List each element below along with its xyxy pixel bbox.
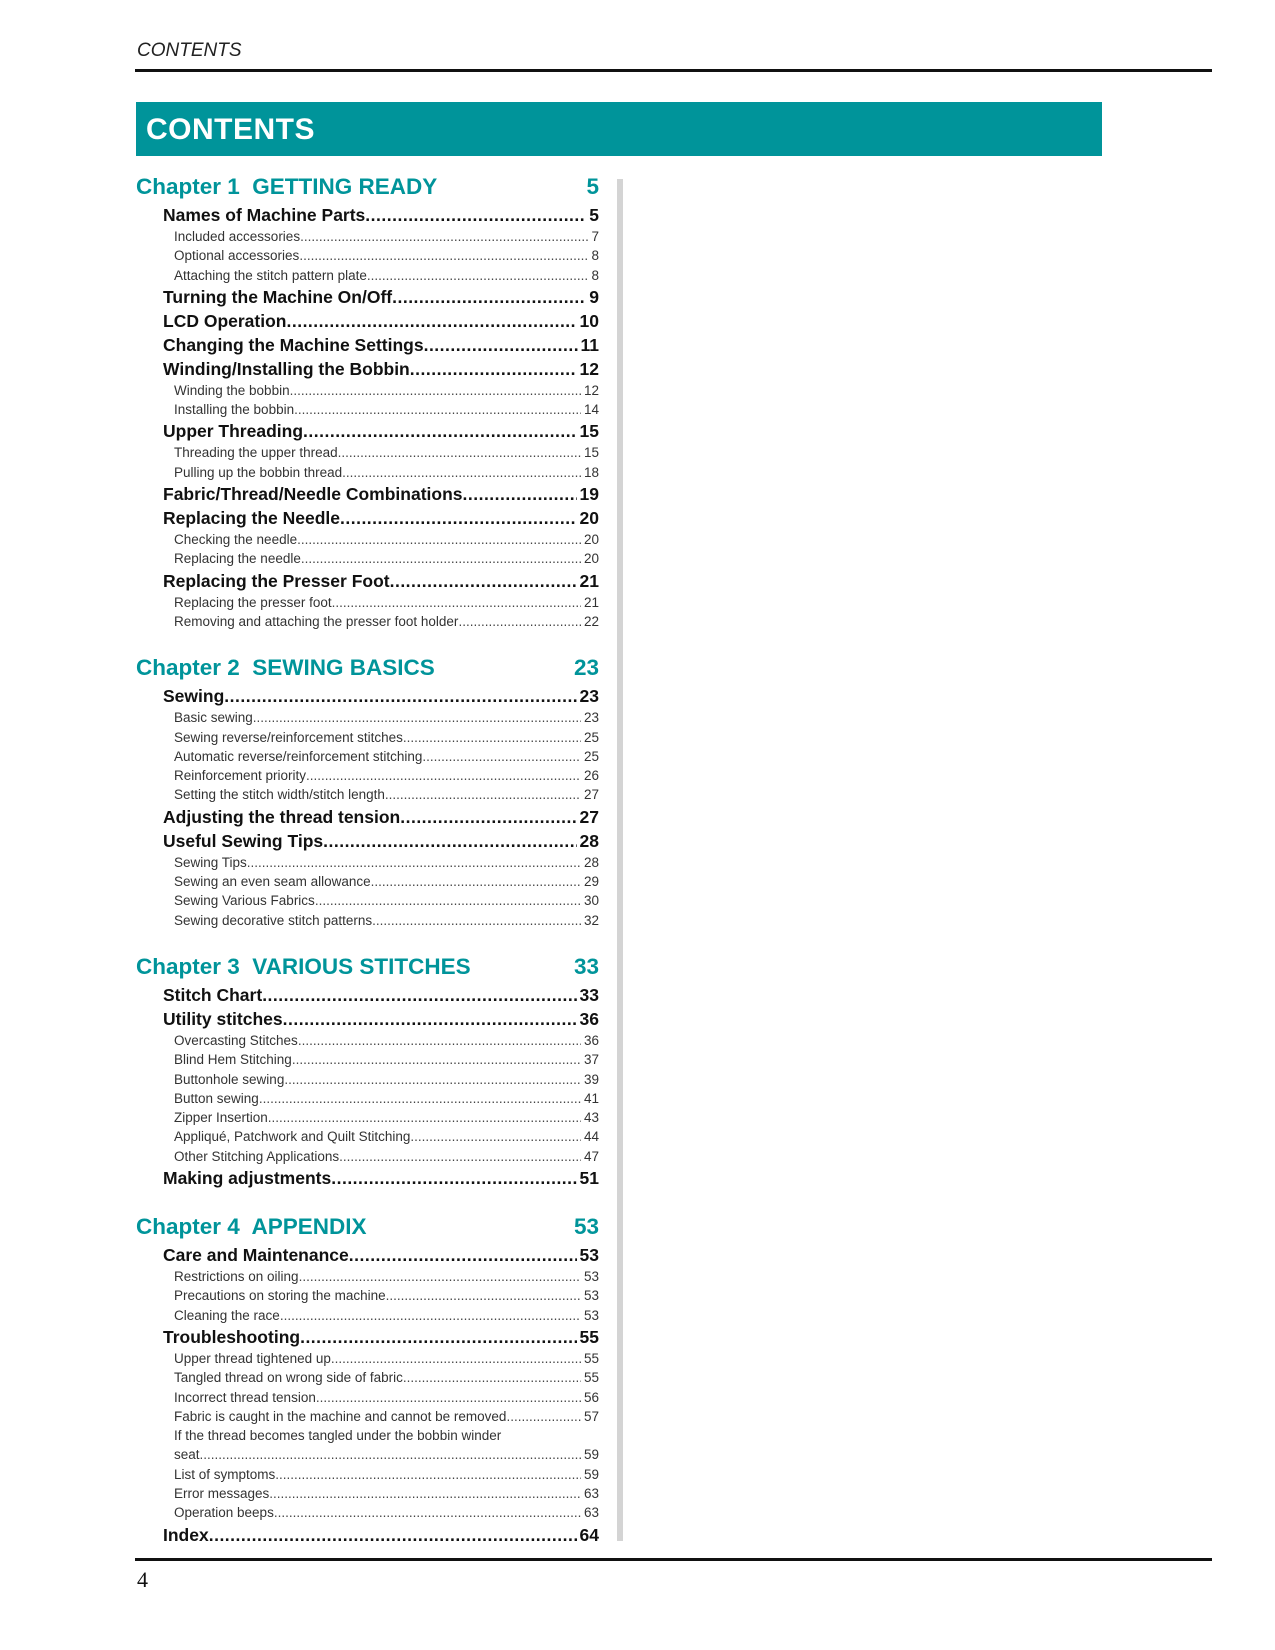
toc-section-entry[interactable] bbox=[136, 1166, 599, 1190]
entry-title: Troubleshooting bbox=[163, 1326, 301, 1347]
entry-title: Winding/Installing the Bobbin bbox=[163, 358, 410, 379]
dot-leader bbox=[275, 1465, 581, 1484]
toc-section-entry[interactable] bbox=[136, 506, 599, 530]
entry-page: 11 bbox=[580, 334, 599, 355]
entry-page: 15 bbox=[579, 421, 599, 442]
toc-subsection-entry[interactable] bbox=[136, 1267, 599, 1286]
toc-section-entry[interactable] bbox=[136, 805, 599, 829]
column-divider bbox=[617, 179, 623, 1541]
toc-section-entry[interactable] bbox=[136, 1325, 599, 1349]
chapter-heading[interactable] bbox=[136, 170, 599, 203]
toc-subsection-entry[interactable] bbox=[136, 872, 599, 891]
entry-title: Installing the bobbin bbox=[174, 402, 295, 418]
dot-leader bbox=[332, 593, 581, 612]
entry-page: 26 bbox=[583, 768, 599, 784]
dot-leader bbox=[300, 1325, 576, 1349]
entry-title: Overcasting Stitches bbox=[174, 1032, 298, 1048]
toc-section-entry[interactable] bbox=[136, 309, 599, 333]
entry-title: Setting the stitch width/stitch length bbox=[174, 787, 385, 803]
entry-title: Care and Maintenance bbox=[163, 1245, 349, 1266]
dot-leader bbox=[262, 983, 576, 1007]
toc-section-entry[interactable] bbox=[136, 1007, 599, 1031]
dot-leader bbox=[300, 227, 588, 246]
entry-page: 63 bbox=[583, 1505, 599, 1521]
toc-subsection-entry[interactable] bbox=[136, 1368, 599, 1387]
entry-page: 9 bbox=[589, 286, 599, 307]
entry-page: 53 bbox=[583, 1307, 599, 1323]
entry-page: 20 bbox=[583, 551, 599, 567]
dot-leader bbox=[268, 1108, 581, 1127]
entry-title: Replacing the presser foot bbox=[174, 594, 332, 610]
chapter-block-2 bbox=[136, 651, 599, 930]
toc-subsection-entry[interactable] bbox=[136, 1484, 599, 1503]
dot-leader bbox=[367, 266, 589, 285]
toc-section-entry[interactable] bbox=[136, 569, 599, 593]
dot-leader bbox=[392, 285, 586, 309]
dot-leader bbox=[315, 891, 581, 910]
dot-leader bbox=[323, 829, 576, 853]
entry-title: Reinforcement priority bbox=[174, 768, 307, 784]
toc-subsection-entry[interactable] bbox=[136, 891, 599, 910]
entry-title: Button sewing bbox=[174, 1090, 259, 1106]
entry-title: Changing the Machine Settings bbox=[163, 334, 424, 355]
toc-subsection-entry[interactable] bbox=[136, 785, 599, 804]
dot-leader bbox=[410, 357, 577, 381]
entry-page: 27 bbox=[583, 787, 599, 803]
toc-subsection-entry[interactable] bbox=[136, 1070, 599, 1089]
toc-subsection-entry[interactable] bbox=[136, 1306, 599, 1325]
chapter-label: Chapter 3 VARIOUS STITCHES bbox=[136, 953, 471, 979]
entry-title: Automatic reverse/reinforcement stitching bbox=[174, 748, 423, 764]
toc-subsection-entry[interactable] bbox=[136, 400, 599, 419]
toc-section-entry[interactable] bbox=[136, 333, 599, 357]
chapter-block-4 bbox=[136, 1210, 599, 1547]
entry-page: 18 bbox=[583, 464, 599, 480]
chapter-page: 23 bbox=[573, 655, 599, 681]
entry-title: Turning the Machine On/Off bbox=[163, 286, 393, 307]
dot-leader bbox=[283, 1007, 577, 1031]
entry-title: Utility stitches bbox=[163, 1008, 283, 1029]
toc-subsection-entry[interactable] bbox=[136, 1465, 599, 1484]
dot-leader bbox=[280, 1306, 581, 1325]
dot-leader bbox=[331, 1166, 576, 1190]
toc-subsection-entry[interactable] bbox=[136, 747, 599, 766]
chapter-label: Chapter 2 SEWING BASICS bbox=[136, 655, 435, 681]
toc-subsection-entry[interactable] bbox=[136, 227, 599, 246]
entry-title: Sewing Tips bbox=[174, 854, 247, 870]
entry-page: 63 bbox=[583, 1485, 599, 1501]
entry-title: Removing and attaching the presser foot holder bbox=[174, 613, 459, 629]
toc-section-entry[interactable] bbox=[136, 829, 599, 853]
dot-leader bbox=[297, 530, 581, 549]
entry-title: Replacing the Needle bbox=[163, 508, 340, 529]
chapter-label: Chapter 4 APPENDIX bbox=[136, 1214, 367, 1240]
dot-leader bbox=[365, 203, 586, 227]
entry-page: 59 bbox=[583, 1447, 599, 1463]
dot-leader bbox=[385, 785, 581, 804]
entry-page: 19 bbox=[579, 484, 599, 505]
entry-page: 23 bbox=[583, 710, 599, 726]
dot-leader bbox=[403, 1368, 581, 1387]
toc-subsection-entry[interactable] bbox=[136, 1445, 599, 1464]
dot-leader bbox=[200, 1445, 581, 1464]
toc-subsection-entry[interactable] bbox=[136, 463, 599, 482]
dot-leader bbox=[299, 1267, 581, 1286]
entry-page: 53 bbox=[583, 1288, 599, 1304]
chapter-label: Chapter 1 GETTING READY bbox=[136, 174, 438, 199]
dot-leader bbox=[349, 1243, 577, 1267]
chapter-heading[interactable] bbox=[136, 1210, 599, 1243]
entry-page: 8 bbox=[591, 267, 599, 283]
entry-title: Restrictions on oiling bbox=[174, 1269, 299, 1285]
dot-leader bbox=[298, 1031, 581, 1050]
dot-leader bbox=[224, 684, 576, 708]
toc-subsection-entry[interactable] bbox=[136, 381, 599, 400]
running-header: CONTENTS bbox=[137, 40, 242, 61]
entry-page: 10 bbox=[579, 310, 599, 331]
entry-title: Fabric/Thread/Needle Combinations bbox=[163, 484, 463, 505]
dot-leader bbox=[372, 911, 581, 930]
dot-leader bbox=[294, 400, 581, 419]
dot-leader bbox=[284, 1070, 581, 1089]
entry-title: Replacing the needle bbox=[174, 551, 301, 567]
entry-page: 25 bbox=[583, 748, 599, 764]
dot-leader bbox=[290, 381, 581, 400]
dot-leader bbox=[410, 1127, 581, 1146]
page-title: CONTENTS bbox=[146, 113, 315, 146]
entry-page: 44 bbox=[583, 1129, 599, 1145]
entry-page: 39 bbox=[583, 1071, 599, 1087]
chapter-page: 33 bbox=[573, 953, 599, 979]
entry-page: 56 bbox=[583, 1389, 599, 1405]
toc-subsection-entry[interactable] bbox=[136, 708, 599, 727]
dot-leader bbox=[371, 872, 581, 891]
entry-page: 28 bbox=[583, 854, 599, 870]
entry-title: Sewing bbox=[163, 686, 225, 707]
entry-title: List of symptoms bbox=[174, 1466, 276, 1482]
entry-page: 12 bbox=[583, 382, 599, 398]
toc-subsection-entry[interactable] bbox=[136, 1127, 599, 1146]
entry-title: Zipper Insertion bbox=[174, 1110, 268, 1126]
chapter-block-3 bbox=[136, 950, 599, 1190]
toc-subsection-entry[interactable] bbox=[136, 549, 599, 568]
toc-subsection-entry[interactable] bbox=[136, 911, 599, 930]
entry-page: 29 bbox=[583, 874, 599, 890]
entry-title: Attaching the stitch pattern plate bbox=[174, 267, 367, 283]
toc-section-entry[interactable] bbox=[136, 357, 599, 381]
entry-title: Cleaning the race bbox=[174, 1307, 280, 1323]
entry-page: 41 bbox=[583, 1090, 599, 1106]
chapter-page: 53 bbox=[573, 1214, 599, 1240]
entry-title: Stitch Chart bbox=[163, 984, 263, 1005]
toc-subsection-entry[interactable] bbox=[136, 1388, 599, 1407]
toc-section-entry[interactable] bbox=[136, 482, 599, 506]
entry-page: 21 bbox=[579, 570, 599, 591]
entry-title: Operation beeps bbox=[174, 1505, 274, 1521]
toc-subsection-entry[interactable] bbox=[136, 1031, 599, 1050]
entry-title: Error messages bbox=[174, 1485, 270, 1501]
entry-page: 15 bbox=[583, 445, 599, 461]
dot-leader bbox=[301, 549, 581, 568]
toc-entry-line[interactable]: If the thread becomes tangled under the bobbin winder bbox=[174, 1428, 502, 1444]
entry-page: 55 bbox=[583, 1350, 599, 1366]
entry-title: Threading the upper thread bbox=[174, 445, 338, 461]
entry-title: Sewing Various Fabrics bbox=[174, 893, 315, 909]
entry-page: 28 bbox=[579, 830, 599, 851]
entry-title: Fabric is caught in the machine and cannot be removed bbox=[174, 1408, 507, 1424]
toc-section-entry[interactable] bbox=[136, 1523, 599, 1547]
entry-title: Making adjustments bbox=[163, 1168, 332, 1189]
entry-page: 5 bbox=[589, 205, 599, 225]
entry-title: Optional accessories bbox=[174, 248, 300, 264]
dot-leader bbox=[338, 443, 581, 462]
toc-section-entry[interactable] bbox=[136, 419, 599, 443]
entry-page: 32 bbox=[583, 912, 599, 928]
dot-leader bbox=[286, 309, 576, 333]
toc-subsection-entry[interactable] bbox=[136, 530, 599, 549]
entry-title: Sewing an even seam allowance bbox=[174, 874, 371, 890]
entry-page: 57 bbox=[583, 1408, 599, 1424]
toc-subsection-entry[interactable] bbox=[136, 1050, 599, 1069]
dot-leader bbox=[340, 506, 577, 530]
entry-page: 7 bbox=[591, 229, 599, 244]
entry-title: Sewing reverse/reinforcement stitches bbox=[174, 729, 403, 745]
entry-page: 55 bbox=[583, 1370, 599, 1386]
dot-leader bbox=[259, 1089, 581, 1108]
entry-title: Tangled thread on wrong side of fabric bbox=[174, 1370, 403, 1386]
entry-page: 59 bbox=[583, 1466, 599, 1482]
dot-leader bbox=[342, 463, 581, 482]
entry-title: Adjusting the thread tension bbox=[163, 806, 401, 827]
toc-subsection-entry[interactable] bbox=[136, 593, 599, 612]
toc-subsection-entry[interactable] bbox=[136, 246, 599, 265]
entry-title: Useful Sewing Tips bbox=[163, 830, 324, 851]
entry-page: 36 bbox=[579, 1008, 599, 1029]
dot-leader bbox=[463, 482, 577, 506]
entry-page: 8 bbox=[591, 248, 599, 264]
dot-leader bbox=[306, 766, 581, 785]
dot-leader bbox=[339, 1147, 581, 1166]
dot-leader bbox=[292, 1050, 581, 1069]
entry-title: Other Stitching Applications bbox=[174, 1148, 340, 1164]
dot-leader bbox=[299, 246, 588, 265]
toc-subsection-entry[interactable] bbox=[136, 728, 599, 747]
toc-subsection-entry[interactable] bbox=[136, 1147, 599, 1166]
entry-page: 25 bbox=[583, 729, 599, 745]
toc-subsection-entry[interactable] bbox=[136, 1503, 599, 1522]
bottom-rule bbox=[135, 1558, 1212, 1561]
entry-title: Checking the needle bbox=[174, 532, 298, 548]
toc-subsection-entry[interactable] bbox=[136, 266, 599, 285]
entry-title: Replacing the Presser Foot bbox=[163, 570, 390, 591]
top-rule bbox=[135, 69, 1212, 72]
toc-subsection-entry[interactable] bbox=[136, 443, 599, 462]
dot-leader bbox=[400, 805, 576, 829]
toc-subsection-entry[interactable] bbox=[136, 1108, 599, 1127]
entry-page: 53 bbox=[579, 1245, 599, 1266]
page-number: 4 bbox=[137, 1567, 148, 1592]
entry-page: 14 bbox=[583, 402, 599, 418]
entry-title: Winding the bobbin bbox=[174, 382, 290, 398]
chapter-block-1 bbox=[136, 170, 599, 631]
dot-leader bbox=[424, 333, 578, 357]
dot-leader bbox=[386, 1286, 581, 1305]
entry-page: 23 bbox=[579, 686, 599, 707]
toc-section-entry[interactable] bbox=[136, 203, 599, 227]
entry-title: Pulling up the bobbin thread bbox=[174, 464, 343, 480]
entry-page: 47 bbox=[583, 1148, 599, 1164]
entry-page: 64 bbox=[579, 1524, 599, 1545]
entry-page: 12 bbox=[579, 358, 599, 379]
dot-leader bbox=[253, 708, 581, 727]
entry-title: Index bbox=[163, 1524, 209, 1545]
toc-subsection-entry[interactable] bbox=[136, 612, 599, 631]
entry-title: Upper thread tightened up bbox=[174, 1350, 331, 1366]
toc-section-entry[interactable] bbox=[136, 684, 599, 708]
toc-section-entry[interactable] bbox=[136, 1243, 599, 1267]
dot-leader bbox=[316, 1388, 581, 1407]
toc-section-entry[interactable] bbox=[136, 285, 599, 309]
dot-leader bbox=[303, 419, 577, 443]
entry-page: 55 bbox=[579, 1326, 599, 1347]
entry-page: 21 bbox=[583, 594, 599, 610]
chapter-heading[interactable] bbox=[136, 950, 599, 983]
entry-page: 33 bbox=[579, 984, 599, 1005]
entry-title: Sewing decorative stitch patterns bbox=[174, 912, 373, 928]
toc-subsection-entry[interactable] bbox=[136, 1286, 599, 1305]
entry-page: 27 bbox=[579, 806, 599, 827]
dot-leader bbox=[209, 1523, 577, 1547]
dot-leader bbox=[458, 612, 581, 631]
chapter-heading[interactable] bbox=[136, 651, 599, 684]
dot-leader bbox=[390, 569, 577, 593]
chapter-page: 5 bbox=[586, 174, 599, 199]
dot-leader bbox=[506, 1407, 581, 1426]
entry-page: 51 bbox=[579, 1168, 599, 1189]
entry-title: Precautions on storing the machine bbox=[174, 1288, 386, 1304]
dot-leader bbox=[269, 1484, 581, 1503]
toc-section-entry[interactable] bbox=[136, 983, 599, 1007]
entry-page: 37 bbox=[583, 1052, 599, 1068]
entry-title: LCD Operation bbox=[163, 310, 287, 331]
toc-subsection-entry[interactable] bbox=[136, 1407, 599, 1426]
entry-page: 43 bbox=[583, 1110, 599, 1126]
entry-page: 20 bbox=[579, 508, 599, 529]
entry-page: 53 bbox=[583, 1269, 599, 1285]
toc-subsection-entry[interactable] bbox=[136, 853, 599, 872]
dot-leader bbox=[331, 1349, 581, 1368]
entry-title: seat bbox=[174, 1447, 200, 1463]
entry-page: 22 bbox=[583, 613, 599, 629]
entry-title: Appliqué, Patchwork and Quilt Stitching bbox=[174, 1129, 411, 1145]
dot-leader bbox=[274, 1503, 581, 1522]
dot-leader bbox=[422, 747, 581, 766]
entry-title: Names of Machine Parts bbox=[163, 205, 366, 225]
toc-subsection-entry[interactable] bbox=[136, 1349, 599, 1368]
entry-title: Buttonhole sewing bbox=[174, 1071, 285, 1087]
entry-title: Upper Threading bbox=[163, 421, 304, 442]
table-of-contents bbox=[136, 170, 599, 1547]
dot-leader bbox=[247, 853, 581, 872]
entry-page: 30 bbox=[583, 893, 599, 909]
entry-title: Incorrect thread tension bbox=[174, 1389, 316, 1405]
entry-title: Blind Hem Stitching bbox=[174, 1052, 292, 1068]
toc-subsection-entry[interactable] bbox=[136, 766, 599, 785]
entry-page: 20 bbox=[583, 532, 599, 548]
entry-title: Basic sewing bbox=[174, 710, 253, 726]
entry-title: Included accessories bbox=[174, 229, 301, 244]
dot-leader bbox=[403, 728, 581, 747]
toc-subsection-entry[interactable] bbox=[136, 1089, 599, 1108]
entry-page: 36 bbox=[583, 1032, 599, 1048]
